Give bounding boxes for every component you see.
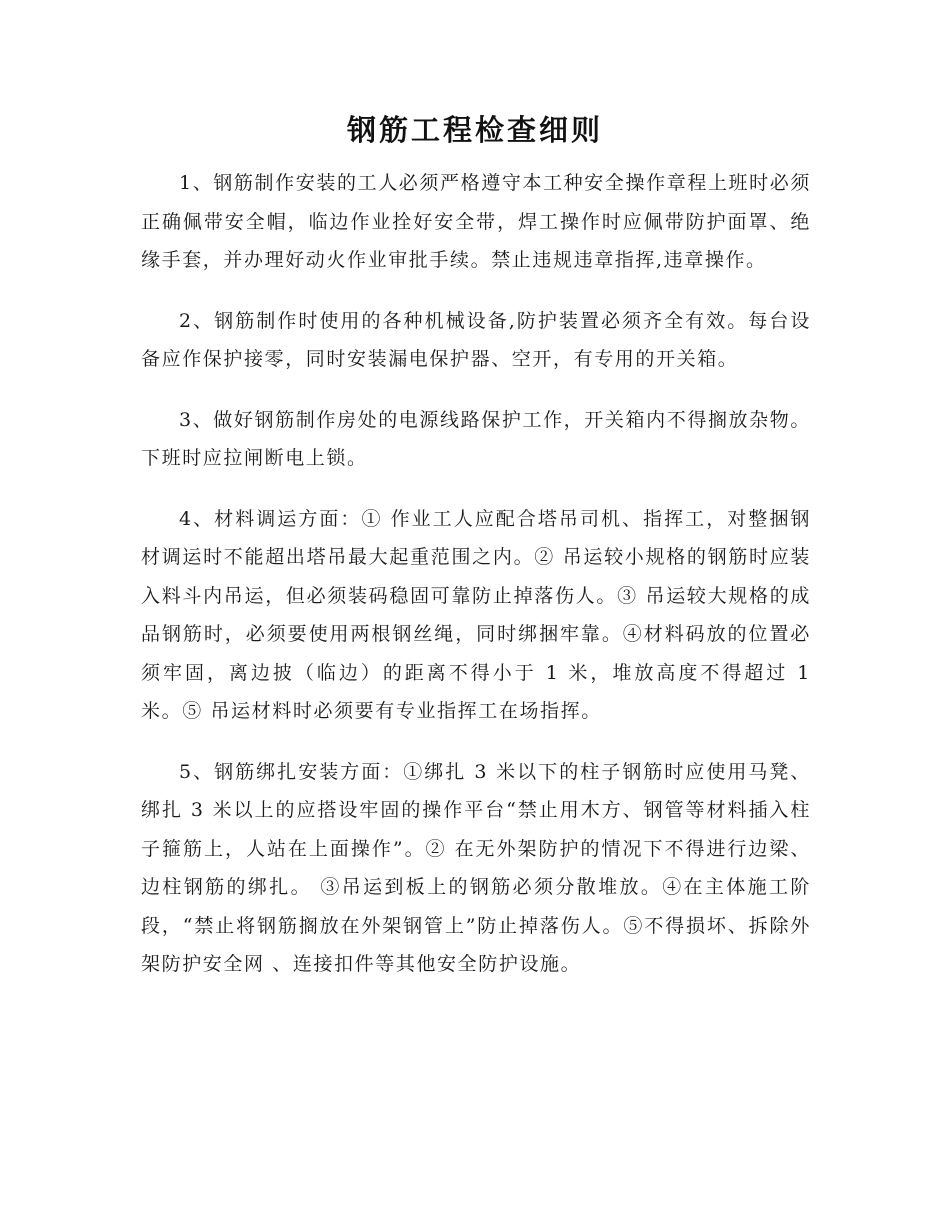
paragraph-4: 4、材料调运方面：① 作业工人应配合塔吊司机、指挥工，对整捆钢材调运时不能超出塔吊最大起重范围之内。② 吊运较小规格的钢筋时应装入料斗内吊运，但必须装码稳固可靠防止掉落伤人。③ 吊运较大规格的成品钢筋时，必须要使用两根钢丝绳，同时绑捆牢靠。④材料码放的位置必须牢固，离边披（临边）的距离不得小于 1 米，堆放高度不得超过 1 米。⑤ 吊运材料时必须要有专业指挥工在场指挥。	[141, 507, 811, 722]
document-title: 钢筋工程检查细则	[346, 113, 603, 147]
paragraph-1: 1、钢筋制作安装的工人必须严格遵守本工种安全操作章程上班时必须正确佩带安全帽，临边作业拴好安全带，焊工操作时应佩带防护面罩、绝缘手套，并办理好动火作业审批手续。禁止违规违章指挥,违章操作。	[141, 172, 811, 271]
paragraph-3: 3、做好钢筋制作房处的电源线路保护工作，开关箱内不得搁放杂物。下班时应拉闸断电上锁。	[141, 408, 811, 469]
paragraph-5: 5、钢筋绑扎安装方面：①绑扎 3 米以下的柱子钢筋时应使用马凳、绑扎 3 米以上的应搭设牢固的操作平台“禁止用木方、钢管等材料插入柱子箍筋上，人站在上面操作”。② 在无外架防护的情况下不得进行边梁、边柱钢筋的绑扎。 ③吊运到板上的钢筋必须分散堆放。④在主体施工阶段，“禁止将钢筋搁放在外架钢管上”防止掉落伤人。⑤不得损坏、拆除外架防护安全网 、连接扣件等其他安全防护设施。	[141, 760, 811, 975]
paragraph-2: 2、钢筋制作时使用的各种机械设备,防护装置必须齐全有效。每台设备应作保护接零，同时安装漏电保护器、空开，有专用的开关箱。	[141, 309, 811, 370]
document-body	[141, 164, 811, 1006]
